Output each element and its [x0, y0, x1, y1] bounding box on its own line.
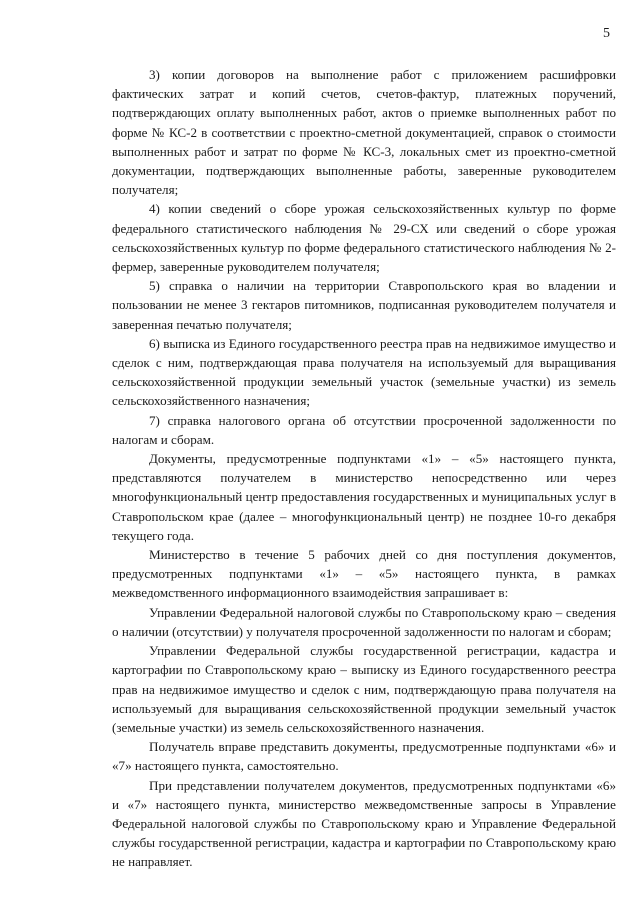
paragraph-no-requests: При представлении получателем документов, предусмотренных подпунктами «6» и «7» настоящего пункта, министерство межведомственные запросы в Управление Федеральной налоговой службы по Ставропольскому краю и Управление Федеральной службы государственной регистрации, кадастра и картографии по Ставропольскому краю не направляет.: [112, 777, 616, 870]
paragraph-submission: Документы, предусмотренные подпунктами «1» – «5» настоящего пункта, представляются получателем в министерство непосредственно или через многофункциональный центр предоставления государственных и муниципальных услуг в Ставропольском крае (далее – многофункциональный центр) не позднее 10-го декабря текущего года.: [112, 451, 616, 543]
paragraph-registration-service: Управлении Федеральной службы государственной регистрации, кадастра и картографии по Ставропольскому краю – выписку из Единого государственного реестра прав на недвижимое имущество и сделок с ним, подтверждающую права получателя на используемый для выращивания сельскохозяйственной продукции земельный участок (земельные участки) из земель сельскохозяйственного назначения.: [112, 643, 616, 735]
paragraph-item-3: 3) копии договоров на выполнение работ с приложением расшифровки фактических затрат и копий счетов, счетов-фактур, платежных поручений, подтверждающих оплату выполненных работ, актов о приемке выполненных работ по форме № КС-2 в соответствии с проектно-сметной документацией, справок о стоимости выполненных работ и затрат по форме № КС-3, локальных смет из проектно-сметной документации, подтверждающих выполненные работы, заверенные руководителем получателя;: [112, 67, 616, 198]
document-body: [112, 65, 616, 872]
paragraph-item-7: 7) справка налогового органа об отсутствии просроченной задолженности по налогам и сборам.: [112, 412, 616, 447]
paragraph-item-5: 5) справка о наличии на территории Ставропольского края во владении и пользовании не менее 3 гектаров питомников, подписанная руководителем получателя и заверенная печатью получателя;: [112, 278, 616, 332]
paragraph-item-4: 4) копии сведений о сборе урожая сельскохозяйственных культур по форме федерального статистического наблюдения № 29-СХ или сведений о сборе урожая сельскохозяйственных культур по форме федерального статистического наблюдения № 2-фермер, заверенные руководителем получателя;: [112, 201, 616, 275]
page-number: 5: [603, 26, 610, 41]
paragraph-tax-service: Управлении Федеральной налоговой службы по Ставропольскому краю – сведения о наличии (отсутствии) у получателя просроченной задолженности по налогам и сборам;: [112, 604, 616, 639]
paragraph-interagency-request: Министерство в течение 5 рабочих дней со дня поступления документов, предусмотренных подпунктами «1» – «5» настоящего пункта, в рамках межведомственного информационного взаимодействия запрашивает в:: [112, 547, 616, 601]
paragraph-item-6: 6) выписка из Единого государственного реестра прав на недвижимое имущество и сделок с ним, подтверждающая права получателя на используемый для выращивания сельскохозяйственной продукции земельный участок (земельные участки) из земель сельскохозяйственного назначения;: [112, 335, 616, 409]
paragraph-recipient-right: Получатель вправе представить документы, предусмотренные подпунктами «6» и «7» настоящего пункта, самостоятельно.: [112, 739, 616, 774]
